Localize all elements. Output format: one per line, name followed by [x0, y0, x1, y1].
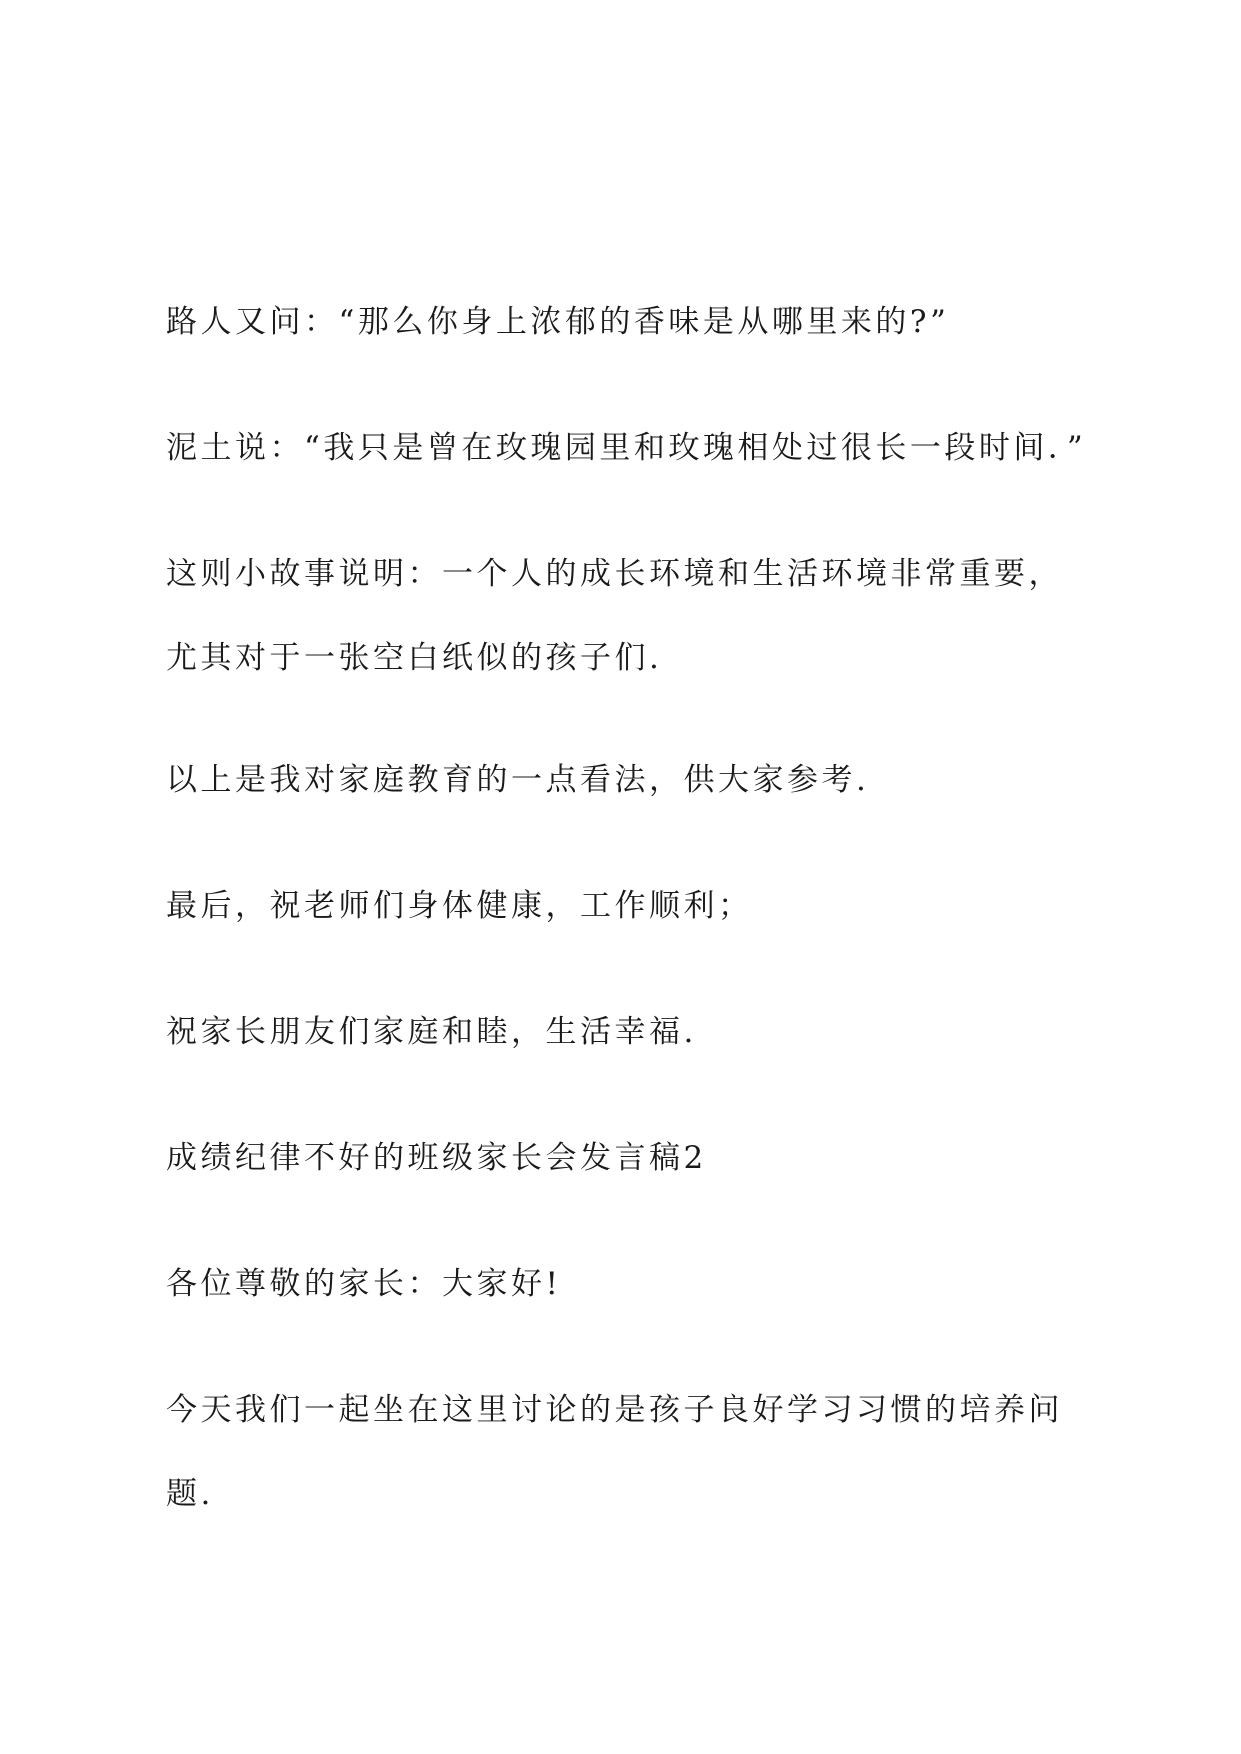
- paragraph-topic-intro: 今天我们一起坐在这里讨论的是孩子良好学习习惯的培养问题.: [166, 1392, 1063, 1512]
- paragraph-soil-answer: 泥土说：“我只是曾在玫瑰园里和玫瑰相处过很长一段时间．”: [166, 430, 1087, 466]
- paragraph-greeting: 各位尊敬的家长：大家好!: [166, 1266, 562, 1302]
- paragraph-opinion-summary: 以上是我对家庭教育的一点看法，供大家参考.: [166, 762, 870, 798]
- section-heading: 成绩纪律不好的班级家长会发言稿2: [166, 1140, 707, 1176]
- paragraph-passerby-question: 路人又问：“那么你身上浓郁的香味是从哪里来的?”: [166, 304, 950, 340]
- paragraph-wish-parents: 祝家长朋友们家庭和睦，生活幸福.: [166, 1014, 697, 1050]
- paragraph-wish-teachers: 最后，祝老师们身体健康，工作顺利；: [166, 888, 753, 924]
- paragraph-story-moral: 这则小故事说明：一个人的成长环境和生活环境非常重要，尤其对于一张空白纸似的孩子们.: [166, 556, 1063, 676]
